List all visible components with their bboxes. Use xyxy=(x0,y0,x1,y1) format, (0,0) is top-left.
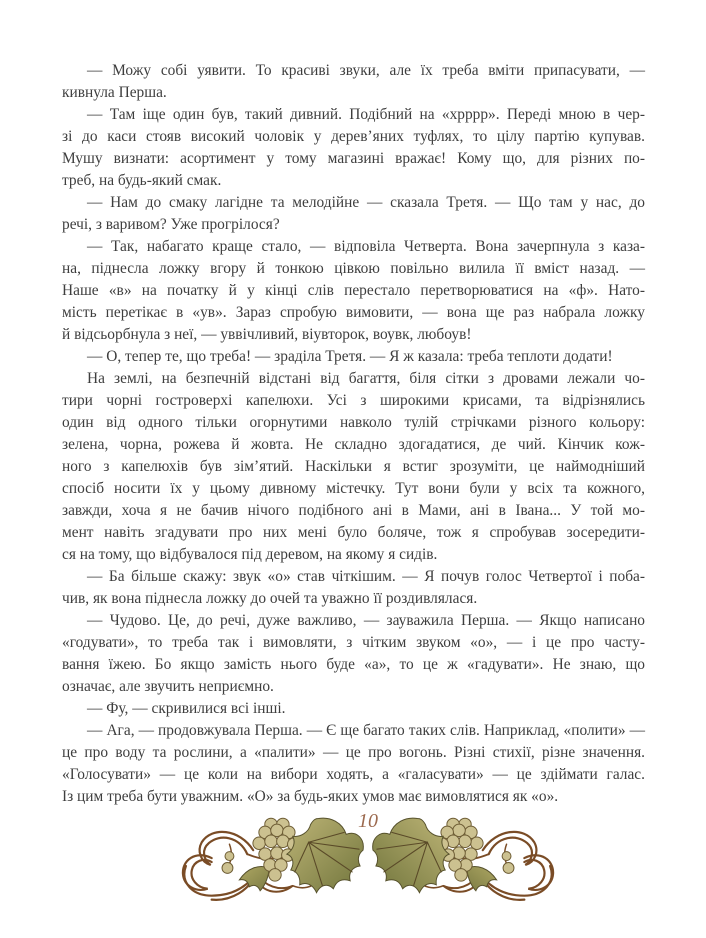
text-line: — Так, набагато краще стало, — відповіла Четверта. Вона зачерпнула з каза- xyxy=(87,238,645,255)
paragraph xyxy=(62,104,645,192)
text-line: — Фу, — скривилися всі інші. xyxy=(87,700,286,717)
paragraph xyxy=(62,60,645,104)
text-line: на, піднесла ложку вгору й тонкою цівкою повільно вилила її вміст назад. — xyxy=(62,260,645,277)
text-line: — Нам до смаку лагідне та мелодійне — сказала Третя. — Що там у нас, до xyxy=(87,194,645,211)
text-line: мент навіть згадувати про них мені було боляче, тож я спробував зосередити- xyxy=(62,524,645,541)
text-line: Наше «в» на початку й у кінці слів перестало перетворюватися на «ф». Нато- xyxy=(62,282,645,299)
paragraph xyxy=(62,610,645,698)
text-line: Із цим треба бути уважним. «О» за будь-яких умов має вимовлятися як «о». xyxy=(62,788,559,805)
text-line: спосіб носити їх у цьому дивному містечку. Тут вони були у всіх та кожного, xyxy=(62,480,645,497)
text-line: речі, з варивом? Уже прогрілося? xyxy=(62,216,280,233)
page-number: 10 xyxy=(358,810,378,832)
text-line: «годувати», то треба так і вимовляти, з чітким звуком «о», — і це про часту- xyxy=(62,634,645,651)
paragraph xyxy=(62,368,645,566)
text-line: треб, на будь-який смак. xyxy=(62,172,222,189)
text-line: — Можу собі уявити. То красиві звуки, але їх треба вміти припасувати, — xyxy=(87,62,645,79)
text-line: кивнула Перша. xyxy=(62,84,167,101)
text-line: тири чорні гостроверхі капелюхи. Усі з широкими крисами, та відрізнялись xyxy=(62,392,645,409)
text-line: мість перетікає в «ув». Зараз спробую вимовити, — вона ще раз набрала ложку xyxy=(62,304,645,321)
text-line: зелена, чорна, рожева й жовта. Не складно здогадатися, де чий. Кінчик кож- xyxy=(62,436,645,453)
text-line: чив, як вона піднесла ложку до очей та уважно її роздивлялася. xyxy=(62,590,478,607)
text-line: завжди, хоча я не бачив нічого подібного ані в Мами, ані в Івана... У той мо- xyxy=(62,502,645,519)
text-line: — О, тепер те, що треба! — зраділа Третя. — Я ж казала: треба теплоти додати! xyxy=(87,348,613,365)
paragraph xyxy=(62,346,645,368)
paragraph xyxy=(62,192,645,236)
paragraph xyxy=(62,566,645,610)
paragraph xyxy=(62,720,645,808)
text-line: — Ба більше скажу: звук «о» став чіткішим. — Я почув голос Четвертої і поба- xyxy=(87,568,645,585)
paragraph xyxy=(62,698,645,720)
text-line: — Чудово. Це, до речі, дуже важливо, — зауважила Перша. — Якщо написано xyxy=(87,612,645,629)
hanging-grapes xyxy=(222,852,234,874)
text-line: — Ага, — продовжувала Перша. — Є ще багато таких слів. Наприклад, «полити» — xyxy=(87,722,645,739)
text-line: Мушу визнати: асортимент у тому магазині вражає! Кому що, для різних по- xyxy=(62,150,645,167)
paragraph xyxy=(62,236,645,346)
text-line: вання їжею. Бо якщо замість нього буде «а», то це ж «гадувати». Не знаю, що xyxy=(62,656,645,673)
text-line: й відсьорбнула з неї, — уввічливий, віувторок, воувк, любоув! xyxy=(62,326,472,343)
text-line: ся на тому, що відбувалося під деревом, на якому я сидів. xyxy=(62,546,438,563)
text-line: це про воду та рослини, а «палити» — це про вогонь. Різні стихії, різне значення. xyxy=(62,744,645,761)
text-line: ного з капелюхів був зім’ятий. Наскільки я встиг зрозуміти, це наймодніший xyxy=(62,458,645,475)
hanging-grapes xyxy=(502,852,514,874)
text-block xyxy=(62,60,645,808)
text-line: «Голосувати» — це коли на вибори ходять, а «галасувати» — це здіймати галас. xyxy=(62,766,645,783)
text-line: На землі, на безпечній відстані від багаття, біля сітки з дровами лежали чо- xyxy=(87,370,645,387)
text-line: зі до каси стояв високий чоловік у дерев’яних туфлях, то цілу партію купував. xyxy=(62,128,645,145)
text-line: — Там іще один був, такий дивний. Подібний на «хрррр». Переді мною в чер- xyxy=(87,106,645,123)
text-line: означає, але звучить неприємно. xyxy=(62,678,274,695)
text-line: один від одного тільки огорнутими навколо тулій стрічками різного кольору: xyxy=(62,414,645,431)
